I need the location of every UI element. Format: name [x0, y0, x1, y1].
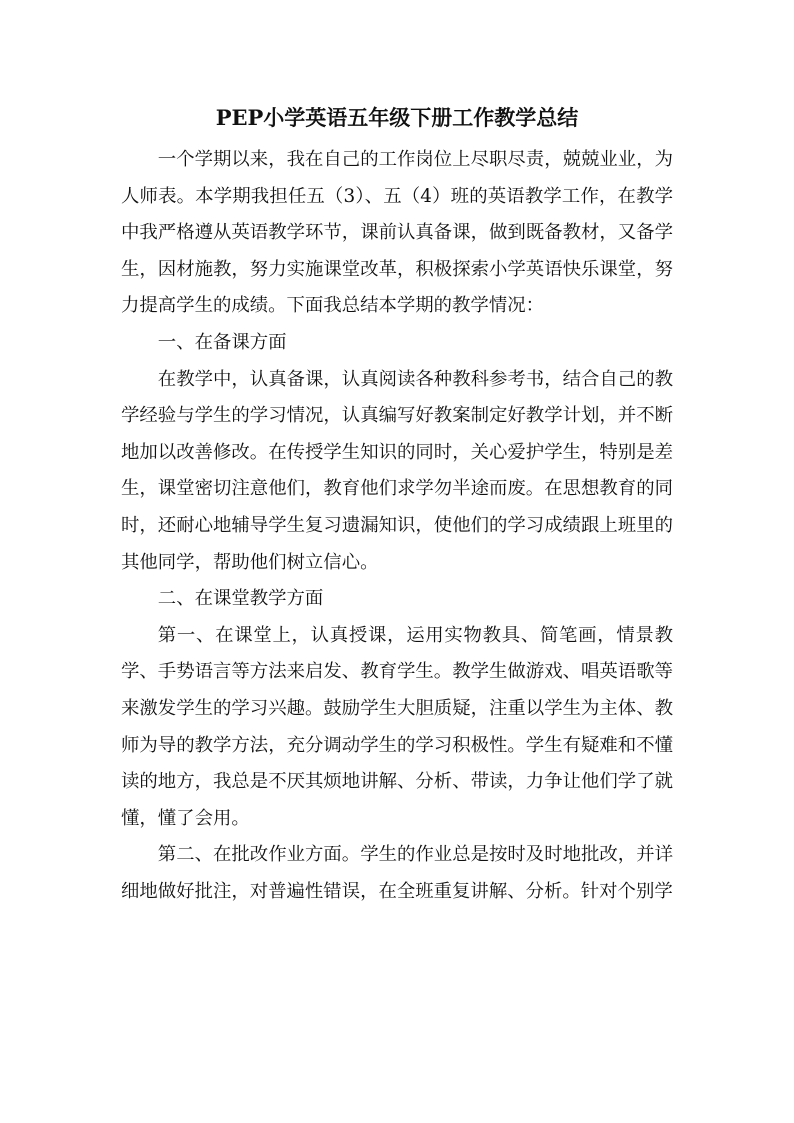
section-heading-lesson-prep: 一、在备课方面	[157, 331, 287, 353]
document-body	[121, 142, 673, 910]
lesson-prep-paragraph: 在教学中，认真备课，认真阅读各种教科参考书，结合自己的教学经验与学生的学习情况，认真编写好教案制定好教学计划，并不断地加以改善修改。在传授学生知识的同时，关心爱护学生，特别是差生，课堂密切注意他们，教育他们求学勿半途而废。在思想教育的同时，还耐心地辅导学生复习遗漏知识，使他们的学习成绩跟上班里的其他同学，帮助他们树立信心。	[121, 368, 673, 573]
document-title: PEP小学英语五年级下册工作教学总结	[215, 105, 579, 130]
classroom-teaching-paragraph-1: 第一、在课堂上，认真授课，运用实物教具、简笔画，情景教学、手势语言等方法来启发、教育学生。教学生做游戏、唱英语歌等来激发学生的学习兴趣。鼓励学生大胆质疑，注重以学生为主体、教师为导的教学方法，充分调动学生的学习积极性。学生有疑难和不懂读的地方，我总是不厌其烦地讲解、分析、带读，力争让他们学了就懂，懂了会用。	[121, 624, 673, 829]
intro-paragraph: 一个学期以来，我在自己的工作岗位上尽职尽责，兢兢业业，为人师表。本学期我担任五（3）、五（4）班的英语教学工作，在教学中我严格遵从英语教学环节，课前认真备课，做到既备教材，又备学生，因材施教，努力实施课堂改革，积极探索小学英语快乐课堂，努力提高学生的成绩。下面我总结本学期的教学情况：	[121, 149, 673, 317]
section-heading-classroom-teaching: 二、在课堂教学方面	[157, 588, 324, 610]
homework-grading-paragraph: 第二、在批改作业方面。学生的作业总是按时及时地批改，并详细地做好批注，对普遍性错误，在全班重复讲解、分析。针对个别学	[121, 844, 673, 902]
